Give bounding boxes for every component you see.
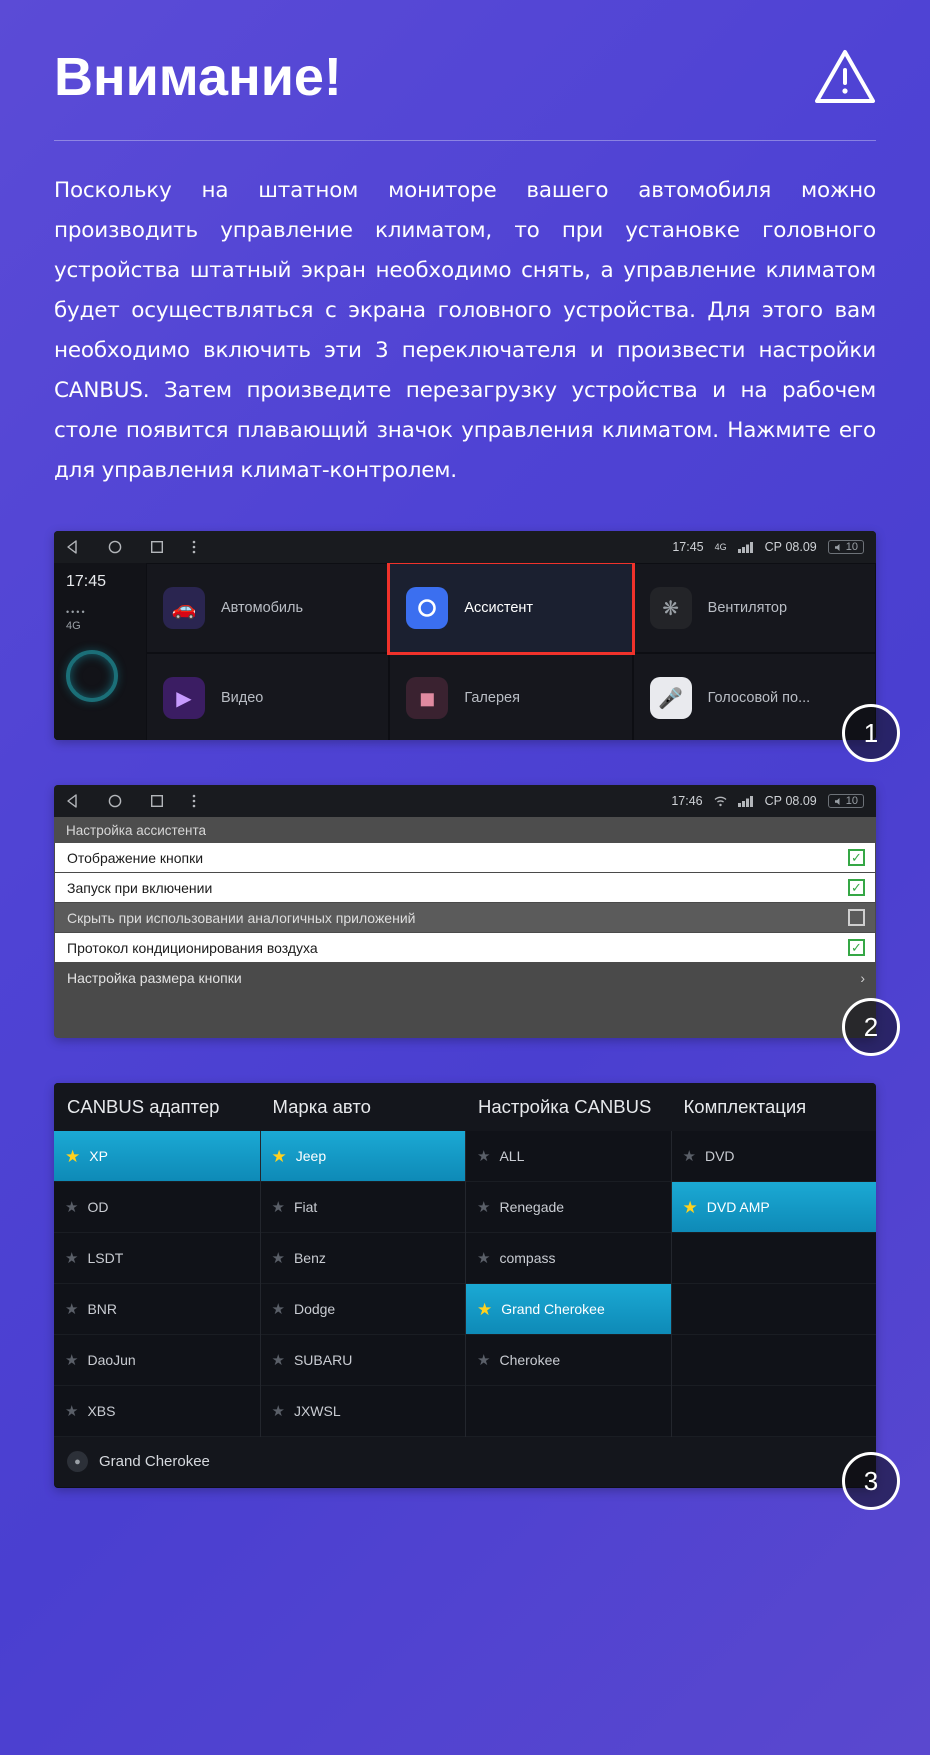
- list-item[interactable]: [261, 1335, 466, 1386]
- signal-bars-icon: [738, 795, 754, 807]
- list-item[interactable]: [672, 1182, 877, 1233]
- volume-value: 10: [845, 795, 858, 807]
- step-badge-2: 2: [842, 998, 900, 1056]
- list-item[interactable]: [466, 1335, 671, 1386]
- statusbar-time: 17:46: [671, 794, 703, 808]
- volume-indicator: [828, 540, 864, 554]
- column-header-adapter: CANBUS адаптер: [67, 1096, 220, 1117]
- item-label: Dodge: [293, 1301, 336, 1317]
- item-label: Cherokee: [499, 1352, 561, 1368]
- canbus-columns: [54, 1131, 876, 1436]
- column-canbus: [465, 1131, 671, 1437]
- list-item[interactable]: [261, 1182, 466, 1233]
- setting-label: Отображение кнопки: [67, 849, 204, 866]
- canbus-footer: [54, 1436, 876, 1487]
- column-header-brand: Марка авто: [272, 1096, 371, 1117]
- launcher-tiles: [146, 563, 876, 740]
- tile-label: Вентилятор: [707, 600, 788, 616]
- signal-bars-icon: [738, 541, 754, 553]
- star-icon: ★: [271, 1198, 285, 1216]
- tile-label: Галерея: [464, 690, 520, 706]
- star-icon: ★: [271, 1146, 287, 1166]
- header: [54, 0, 876, 106]
- car-badge-icon: ●: [67, 1451, 88, 1472]
- list-item-empty: [672, 1335, 877, 1386]
- tile-label: Видео: [221, 690, 264, 706]
- star-icon: ★: [477, 1147, 491, 1165]
- list-item[interactable]: [466, 1233, 671, 1284]
- launcher-body: [54, 563, 876, 740]
- home-circle-icon[interactable]: [108, 540, 122, 554]
- list-item[interactable]: [672, 1131, 877, 1182]
- overflow-menu-icon[interactable]: [192, 539, 196, 555]
- list-item[interactable]: [261, 1233, 466, 1284]
- list-item-empty: [466, 1386, 671, 1437]
- star-icon: ★: [271, 1300, 285, 1318]
- back-triangle-icon[interactable]: [66, 540, 80, 554]
- warning-triangle-icon: [814, 48, 876, 106]
- item-label: OD: [87, 1199, 109, 1215]
- star-icon: ★: [477, 1299, 493, 1319]
- instruction-text: Поскольку на штатном мониторе вашего автомобиля можно производить управление климатом, то при установке головного устройства штатный экран необходимо снять, а управление климатом будет осуществляться с экрана головного устройства. Для этого вам необходимо включить эти 3 переключателя и произвести настройки CANBUS. Затем произведите перезагрузку устройства и на рабочем столе появится плавающий значок управления климатом. Нажмите его для управления климат-контролем.: [54, 178, 876, 483]
- list-item[interactable]: [261, 1131, 466, 1182]
- star-icon: ★: [65, 1146, 81, 1166]
- list-item-empty: [672, 1386, 877, 1437]
- list-item[interactable]: [54, 1386, 260, 1437]
- sidebar-network-label: 4G: [66, 620, 81, 632]
- list-item[interactable]: [466, 1182, 671, 1233]
- page-title: Внимание!: [54, 47, 342, 107]
- step-badge-1: 1: [842, 704, 900, 762]
- back-triangle-icon[interactable]: [66, 794, 80, 808]
- settings-title: Настройка ассистента: [54, 817, 876, 843]
- star-icon: ★: [477, 1351, 491, 1369]
- statusbar-2: [54, 785, 876, 817]
- sidebar-clock: 17:45: [66, 573, 107, 590]
- overflow-menu-icon[interactable]: [192, 793, 196, 809]
- tile-fan[interactable]: [634, 564, 875, 652]
- item-label: XBS: [87, 1403, 116, 1419]
- recents-square-icon[interactable]: [150, 794, 164, 808]
- checkbox-checked[interactable]: ✓: [848, 939, 865, 956]
- star-icon: ★: [477, 1198, 491, 1216]
- star-icon: ★: [682, 1147, 696, 1165]
- item-label: JXWSL: [293, 1403, 341, 1419]
- tile-voice[interactable]: [634, 654, 875, 740]
- star-icon: ★: [65, 1300, 79, 1318]
- star-icon: ★: [65, 1249, 79, 1267]
- screenshot-launcher: [54, 531, 879, 748]
- statusbar-time: 17:45: [672, 540, 704, 554]
- setting-row-ac-protocol[interactable]: [55, 933, 875, 962]
- tile-label: Голосовой по...: [707, 690, 811, 706]
- setting-row-autostart[interactable]: [55, 873, 875, 902]
- tile-video[interactable]: [147, 654, 388, 740]
- recents-square-icon[interactable]: [150, 540, 164, 554]
- column-trim: [671, 1131, 877, 1437]
- statusbar-1: [54, 531, 876, 563]
- footer-label: Grand Cherokee: [99, 1453, 210, 1470]
- list-item[interactable]: [466, 1284, 671, 1335]
- list-item-empty: [672, 1284, 877, 1335]
- gallery-icon: ◼: [406, 677, 448, 719]
- item-label: compass: [499, 1250, 556, 1266]
- car-icon: 🚗: [163, 587, 205, 629]
- item-label: BNR: [87, 1301, 118, 1317]
- volume-value: 10: [845, 541, 858, 553]
- star-icon: ★: [271, 1402, 285, 1420]
- item-label: Renegade: [499, 1199, 565, 1215]
- star-icon: ★: [65, 1198, 79, 1216]
- assistant-icon: [406, 587, 448, 629]
- item-label: Benz: [293, 1250, 326, 1266]
- setting-row-hide-similar-apps[interactable]: [55, 903, 875, 932]
- list-item[interactable]: [261, 1386, 466, 1437]
- checkbox-checked[interactable]: ✓: [848, 849, 865, 866]
- checkbox-unchecked[interactable]: [848, 909, 865, 926]
- sidebar-signal: [66, 605, 146, 633]
- statusbar-network-label: 4G: [714, 542, 727, 552]
- star-icon: ★: [477, 1249, 491, 1267]
- list-item[interactable]: [54, 1131, 260, 1182]
- item-label: Fiat: [293, 1199, 318, 1215]
- tile-assistant[interactable]: [390, 564, 631, 652]
- list-item[interactable]: [54, 1233, 260, 1284]
- item-label: Jeep: [295, 1148, 327, 1164]
- screenshot-canbus-settings: [54, 1083, 879, 1496]
- column-header-canbus: Настройка CANBUS: [478, 1096, 652, 1117]
- sidebar-signal-dots: ••••: [66, 607, 87, 617]
- setting-label: Запуск при включении: [67, 879, 213, 896]
- microphone-icon: 🎤: [650, 677, 692, 719]
- list-item[interactable]: [261, 1284, 466, 1335]
- chevron-right-icon: ›: [860, 969, 865, 986]
- screenshot-assistant-settings: [54, 785, 879, 1042]
- step-badge-3: 3: [842, 1452, 900, 1510]
- item-label: ALL: [499, 1148, 525, 1164]
- star-icon: ★: [271, 1351, 285, 1369]
- canbus-header-row: [54, 1083, 876, 1131]
- list-item[interactable]: [54, 1182, 260, 1233]
- launcher-sidebar: [54, 563, 146, 740]
- wifi-icon: [714, 796, 727, 807]
- star-icon: ★: [65, 1351, 79, 1369]
- star-icon: ★: [65, 1402, 79, 1420]
- assistant-ring-icon[interactable]: [66, 650, 118, 702]
- tile-gallery[interactable]: [390, 654, 631, 740]
- video-icon: ▶: [163, 677, 205, 719]
- statusbar-date: СР 08.09: [764, 540, 817, 554]
- list-item-empty: [672, 1233, 877, 1284]
- star-icon: ★: [271, 1249, 285, 1267]
- list-item[interactable]: [54, 1335, 260, 1386]
- setting-label: Настройка размера кнопки: [67, 969, 242, 986]
- setting-row-button-display[interactable]: [55, 843, 875, 872]
- volume-indicator: [828, 794, 864, 808]
- tile-label: Автомобиль: [221, 600, 304, 616]
- tile-car[interactable]: [147, 564, 388, 652]
- column-header-trim: Комплектация: [683, 1096, 807, 1117]
- column-adapter: [54, 1131, 260, 1437]
- item-label: XP: [89, 1148, 108, 1164]
- setting-label: Скрыть при использовании аналогичных приложений: [67, 909, 416, 926]
- item-label: Grand Cherokee: [501, 1301, 605, 1317]
- setting-row-button-size[interactable]: [55, 963, 875, 992]
- list-item[interactable]: [466, 1131, 671, 1182]
- item-label: LSDT: [87, 1250, 124, 1266]
- item-label: DaoJun: [87, 1352, 136, 1368]
- tile-label: Ассистент: [464, 600, 534, 616]
- fan-icon: ❋: [650, 587, 692, 629]
- list-item[interactable]: [54, 1284, 260, 1335]
- item-label: DVD AMP: [706, 1199, 770, 1215]
- star-icon: ★: [682, 1197, 698, 1217]
- item-label: DVD: [704, 1148, 735, 1164]
- home-circle-icon[interactable]: [108, 794, 122, 808]
- setting-label: Протокол кондиционирования воздуха: [67, 939, 318, 956]
- checkbox-checked[interactable]: ✓: [848, 879, 865, 896]
- header-divider: [54, 140, 876, 141]
- item-label: SUBARU: [293, 1352, 353, 1368]
- column-brand: [260, 1131, 466, 1437]
- statusbar-date: СР 08.09: [764, 794, 817, 808]
